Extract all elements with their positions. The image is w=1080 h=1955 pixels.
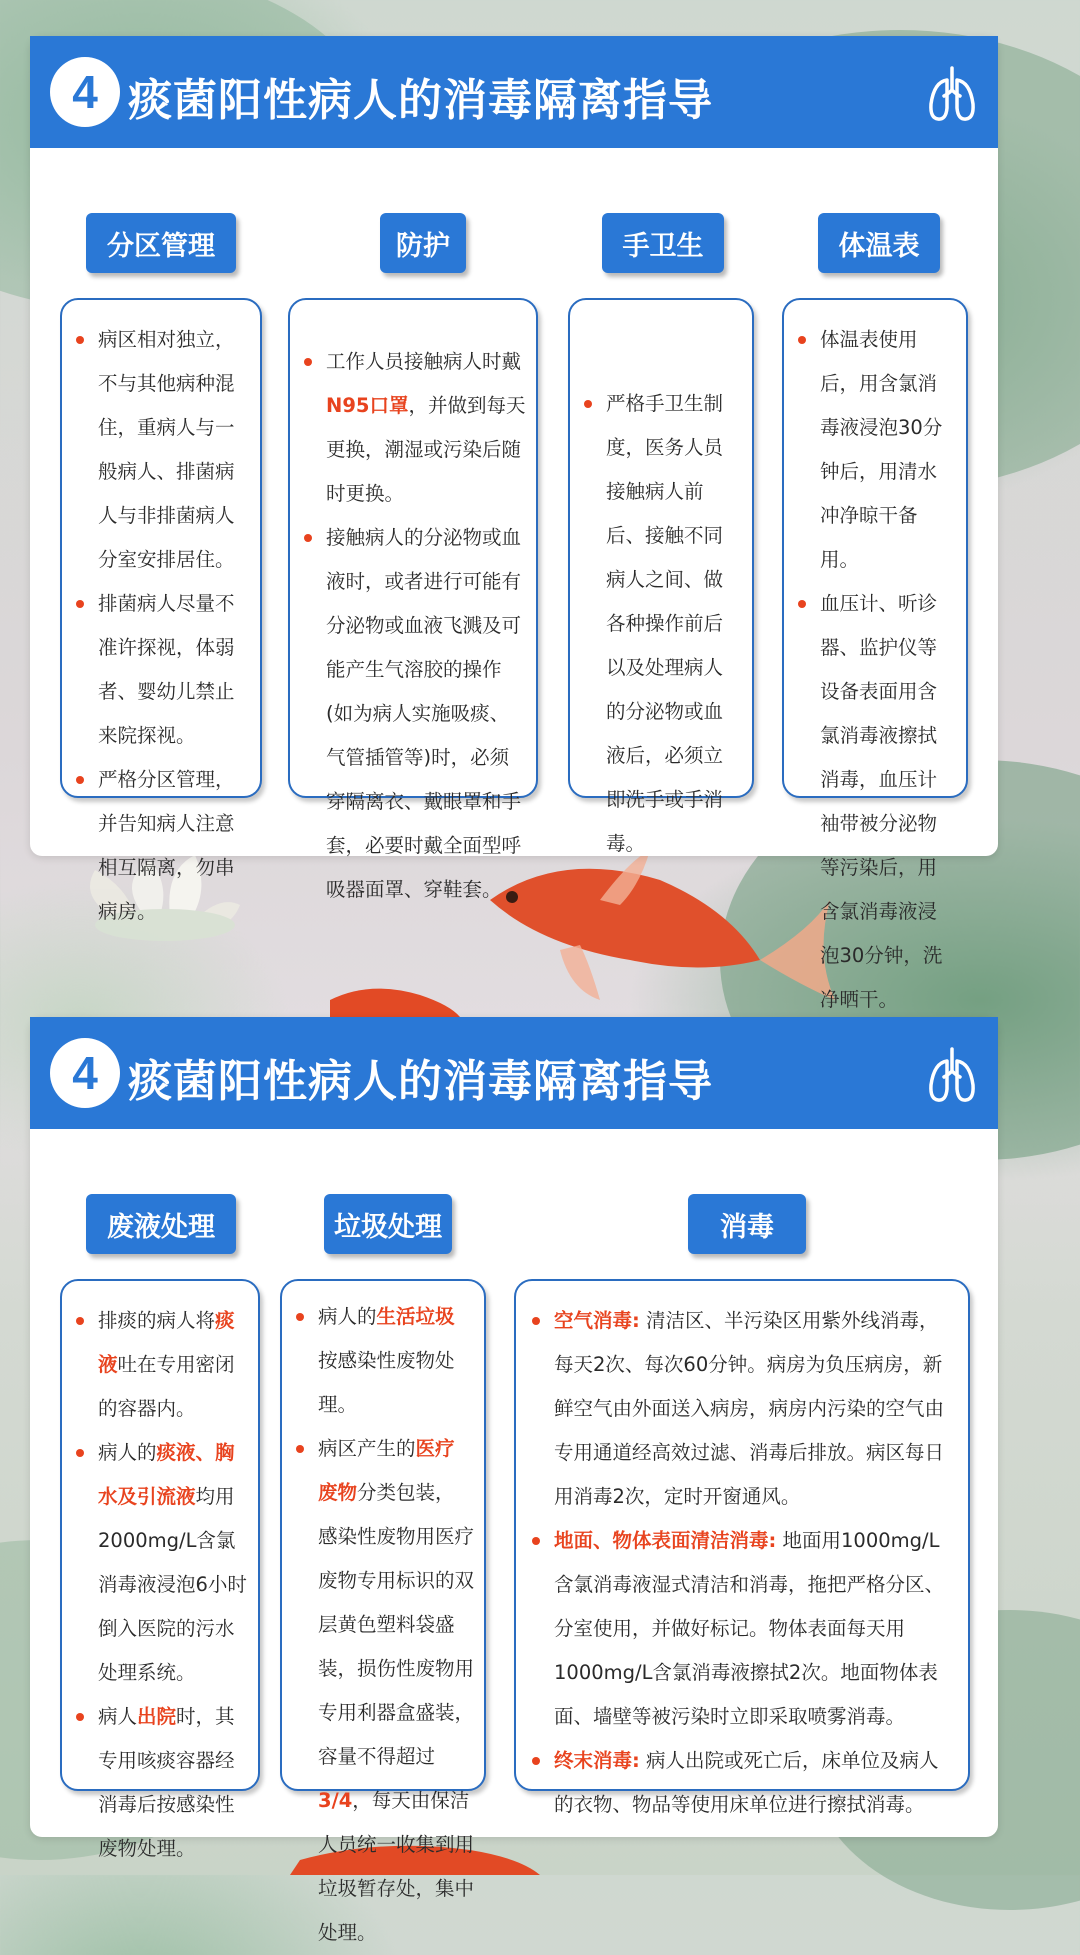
card-protection [288, 298, 538, 901]
tab-waste-liquid[interactable]: 废液处理 [86, 1194, 236, 1254]
guidance-panel-2 [30, 1017, 998, 1944]
tab-garbage[interactable]: 垃圾处理 [324, 1194, 452, 1254]
card-hand-hygiene [568, 298, 754, 855]
list-item: 空气消毒: 清洁区、半污染区用紫外线消毒，每天2次、每次60分钟。病房为负压病房，新鲜空气由外面送入病房，病房内污染的空气由专用通道经高效过滤、消毒后排放。病区每日用消毒2次，定时开窗通风。 [530, 1299, 956, 1519]
panel-header [30, 1017, 998, 1129]
list-item: 严格手卫生制度，医务人员接触病人前后、接触不同病人之间、做各种操作前后以及处理病人的分泌物或血液后，必须立即洗手或手消毒。 [582, 382, 742, 866]
list-item: 排痰的病人将痰液吐在专用密闭的容器内。 [74, 1299, 248, 1431]
list-item: 地面、物体表面清洁消毒: 地面用1000mg/L含氯消毒液湿式清洁和消毒，拖把严格分区、分室使用，并做好标记。物体表面每天用1000mg/L含氯消毒液擦拭2次。地面物体表面、墙壁等被污染时立即采取喷雾消毒。 [530, 1519, 956, 1739]
card-garbage [280, 1279, 486, 1944]
list-item: 工作人员接触病人时戴N95口罩，并做到每天更换，潮湿或污染后随时更换。 [302, 340, 526, 516]
lungs-icon [928, 1045, 976, 1105]
lungs-icon [928, 64, 976, 124]
list-item: 严格分区管理，并告知病人注意相互隔离，勿串病房。 [74, 758, 250, 934]
panel-title: 痰菌阳性病人的消毒隔离指导 [128, 1056, 713, 1107]
card-thermometer [782, 298, 968, 1011]
section-number-badge: 4 [50, 1038, 120, 1108]
panel-header [30, 36, 998, 148]
list-item: 终末消毒: 病人出院或死亡后，床单位及病人的衣物、物品等使用床单位进行擦拭消毒。 [530, 1739, 956, 1827]
list-item: 病人的痰液、胸水及引流液均用2000mg/L含氯消毒液浸泡6小时倒入医院的污水处理系统。 [74, 1431, 248, 1695]
list-item: 病人的生活垃圾按感染性废物处理。 [294, 1295, 474, 1427]
tab-thermometer[interactable]: 体温表 [818, 213, 940, 273]
list-item: 体温表使用后，用含氯消毒液浸泡30分钟后，用清水冲净晾干备用。 [796, 318, 956, 582]
list-item: 病区相对独立，不与其他病种混住，重病人与一般病人、排菌病人与非排菌病人分室安排居住。 [74, 318, 250, 582]
tab-protection[interactable]: 防护 [380, 213, 466, 273]
list-item: 病区产生的医疗废物分类包装，感染性废物用医疗废物专用标识的双层黄色塑料袋盛装，损伤性废物用专用利器盒盛装，容量不得超过3/4，每天由保洁人员统一收集到用垃圾暂存处，集中处理。 [294, 1427, 474, 1955]
tab-disinfection[interactable]: 消毒 [688, 1194, 806, 1254]
list-item: 排菌病人尽量不准许探视，体弱者、婴幼儿禁止来院探视。 [74, 582, 250, 758]
tab-hand-hygiene[interactable]: 手卫生 [602, 213, 724, 273]
guidance-panel-1 [30, 36, 998, 1011]
card-waste-liquid [60, 1279, 260, 1860]
koi-fish-icon [330, 989, 460, 1017]
section-number-badge: 4 [50, 57, 120, 127]
list-item: 接触病人的分泌物或血液时，或者进行可能有分泌物或血液飞溅及可能产生气溶胶的操作(如为病人实施吸痰、气管插管等)时，必须穿隔离衣、戴眼罩和手套，必要时戴全面型呼吸器面罩、穿鞋套。 [302, 516, 526, 912]
list-item: 病人出院时，其专用咳痰容器经消毒后按感染性废物处理。 [74, 1695, 248, 1871]
panel-title: 痰菌阳性病人的消毒隔离指导 [128, 75, 713, 126]
list-item: 血压计、听诊器、监护仪等设备表面用含氯消毒液擦拭消毒，血压计袖带被分泌物等污染后，用含氯消毒液浸泡30分钟，洗净晒干。 [796, 582, 956, 1022]
tab-zone-management[interactable]: 分区管理 [86, 213, 236, 273]
card-disinfection [514, 1279, 970, 1816]
card-zone-management [60, 298, 262, 923]
